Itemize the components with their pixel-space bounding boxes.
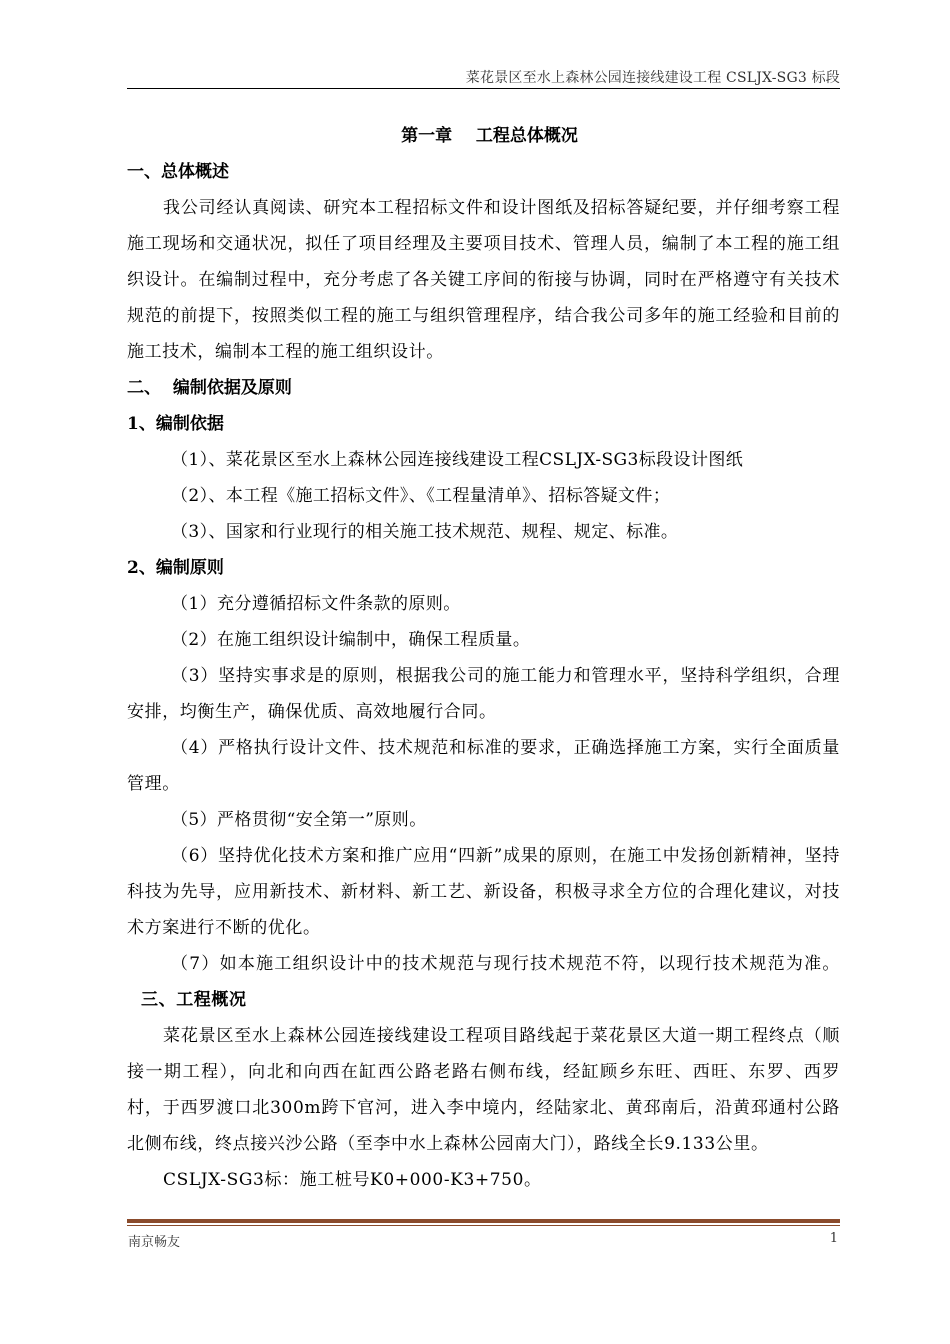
basis-item: （2）、本工程《施工招标文件》、《工程量清单》、招标答疑文件； — [171, 486, 671, 506]
principle-item: （7）如本施工组织设计中的技术规范与现行技术规范不符，以现行技术规范为准。 — [171, 954, 840, 974]
section-heading-basis: 二、 编制依据及原则 — [127, 378, 292, 398]
page-body — [127, 118, 840, 1198]
sub-heading-principle: 2、编制原则 — [127, 558, 224, 578]
header-rule — [127, 88, 840, 89]
footer-rule-thick — [127, 1219, 840, 1223]
principle-item: （3）坚持实事求是的原则，根据我公司的施工能力和管理水平，坚持科学组织，合理安排，均衡生产，确保优质、高效地履行合同。 — [127, 666, 840, 722]
section-heading-project: 三、工程概况 — [141, 990, 247, 1010]
principle-item: （2）在施工组织设计编制中，确保工程质量。 — [171, 630, 531, 650]
principle-item: （6）坚持优化技术方案和推广应用“四新”成果的原则，在施工中发扬创新精神，坚持科技为先导，应用新技术、新材料、新工艺、新设备，积极寻求全方位的合理化建议，对技术方案进行不断的优化。 — [127, 846, 840, 938]
page-number: 1 — [829, 1231, 838, 1246]
footer-company: 南京畅友 — [128, 1235, 181, 1250]
project-paragraph: 菜花景区至水上森林公园连接线建设工程项目路线起于菜花景区大道一期工程终点（顺接一期工程），向北和向西在缸西公路老路右侧布线，经缸顾乡东旺、西旺、东罗、西罗村，于西罗渡口北300m跨下官河，进入李中境内，经陆家北、黄邳南后，沿黄邳通村公路北侧布线，终点接兴沙公路（至李中水上森林公园南大门），路线全长9.133公里。 — [127, 1026, 840, 1154]
basis-item: （3）、国家和行业现行的相关施工技术规范、规程、规定、标准。 — [171, 522, 679, 542]
sub-heading-basis: 1、编制依据 — [127, 414, 224, 434]
basis-item: （1）、菜花景区至水上森林公园连接线建设工程CSLJX-SG3标段设计图纸 — [171, 450, 744, 470]
principle-item: （5）严格贯彻“安全第一”原则。 — [171, 810, 427, 830]
footer-rule-thin — [127, 1225, 840, 1226]
chapter-title: 第一章 工程总体概况 — [401, 126, 578, 146]
project-stake-line: CSLJX-SG3标：施工桩号K0+000-K3+750。 — [163, 1170, 542, 1190]
principle-item: （1）充分遵循招标文件条款的原则。 — [171, 594, 461, 614]
overview-paragraph: 我公司经认真阅读、研究本工程招标文件和设计图纸及招标答疑纪要，并仔细考察工程施工现场和交通状况，拟任了项目经理及主要项目技术、管理人员，编制了本工程的施工组织设计。在编制过程中，充分考虑了各关键工序间的衔接与协调，同时在严格遵守有关技术规范的前提下，按照类似工程的施工与组织管理程序，结合我公司多年的施工经验和目前的施工技术，编制本工程的施工组织设计。 — [127, 198, 840, 362]
section-heading-overview: 一、总体概述 — [127, 162, 229, 182]
principle-item-7-paragraph — [127, 946, 840, 1018]
running-header: 菜花景区至水上森林公园连接线建设工程 CSLJX-SG3 标段 — [465, 70, 840, 86]
principle-item: （4）严格执行设计文件、技术规范和标准的要求，正确选择施工方案，实行全面质量管理。 — [127, 738, 840, 794]
